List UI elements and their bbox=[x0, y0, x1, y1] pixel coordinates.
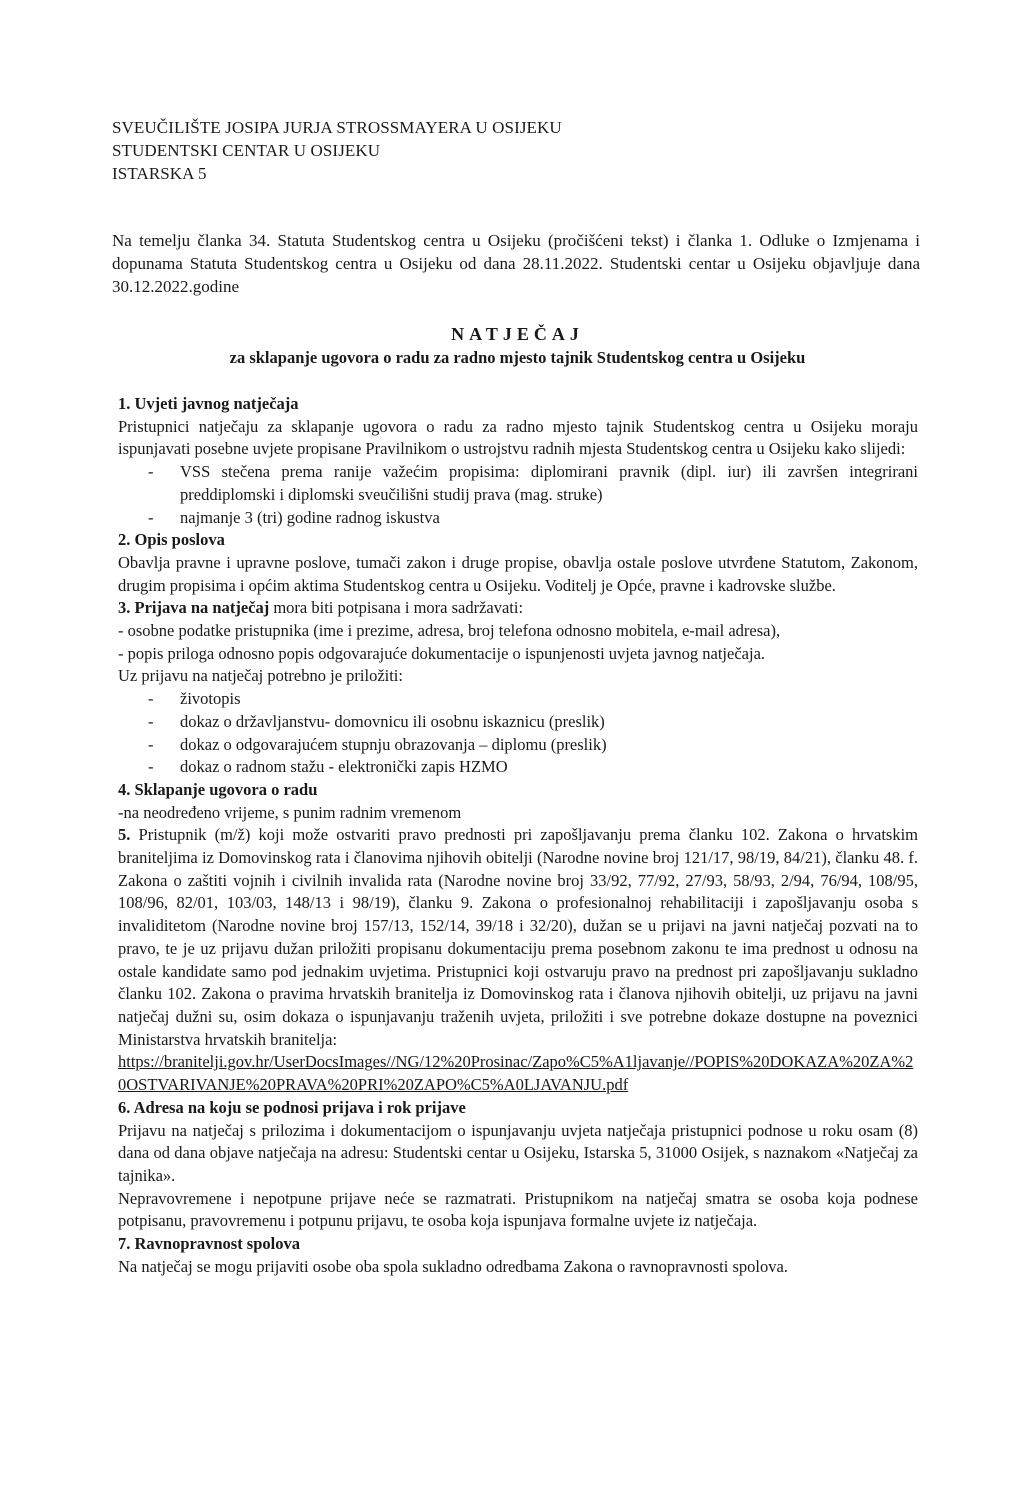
section-4-heading: 4. Sklapanje ugovora o radu bbox=[118, 779, 318, 799]
list-item: - najmanje 3 (tri) godine radnog iskustva bbox=[118, 507, 918, 530]
section-5-text bbox=[118, 824, 918, 1051]
document-subtitle: za sklapanje ugovora o radu za radno mjesto tajnik Studentskog centra u Osijeku bbox=[229, 348, 806, 367]
list-item: - VSS stečena prema ranije važećim propisima: diplomirani pravnik (dipl. iur) ili završen integrirani preddiplomski i diplomski sveučilišni studij prava (mag. struke) bbox=[118, 461, 918, 506]
section-1-heading: 1. Uvjeti javnog natječaja bbox=[118, 394, 299, 413]
section-3-line: - popis priloga odnosno popis odgovarajuće dokumentacije o ispunjenosti uvjeta javnog natječaja. bbox=[118, 643, 766, 663]
intro-paragraph: Na temelju članka 34. Statuta Studentskog centra u Osijeku (pročišćeni tekst) i članka 1. Odluke o Izmjenama i dopunama Statuta Studentskog centra u Osijeku od dana 28.11.2022. Studentski centar u Osijeku objavljuje dana 30.12.2022.godine bbox=[112, 231, 920, 296]
section-6-text-2: Nepravovremene i nepotpune prijave neće se razmatrati. Pristupnikom na natječaj smatra se osoba koja podnese potpisanu, pravovremenu i potpunu prijavu, te osoba koja ispunjava formalne uvjete iz natječaja. bbox=[118, 1188, 918, 1231]
section-4-text: -na neodređeno vrijeme, s punim radnim vremenom bbox=[118, 802, 462, 822]
center-name: STUDENTSKI CENTAR U OSIJEKU bbox=[112, 141, 381, 160]
address: ISTARSKA 5 bbox=[112, 164, 207, 183]
section-2-text: Obavlja pravne i upravne poslove, tumači zakon i druge propise, obavlja ostale poslove utvrđene Statutom, Zakonom, drugim propisima i općim aktima Studentskog centra u Osijeku. Voditelj je Opće, pravne i kadrovske službe. bbox=[118, 552, 918, 595]
ministry-link[interactable]: https://branitelji.gov.hr/UserDocsImages//NG/12%20Prosinac/Zapo%C5%A1ljavanje//POPIS%20DOKAZA%20ZA%20OSTVARIVANJE%20PRAVA%20PRI%20ZAPO%C5%A0LJAVANJU.pdf bbox=[118, 1052, 914, 1095]
section-3-list bbox=[118, 688, 918, 779]
section-6-heading: 6. Adresa na koju se podnosi prijava i rok prijave bbox=[118, 1097, 466, 1117]
section-3-heading: 3. Prijava na natječaj bbox=[118, 598, 270, 618]
list-item: - dokaz o državljanstvu- domovnicu ili osobnu iskaznicu (preslik) bbox=[118, 711, 918, 734]
document-body bbox=[118, 393, 918, 1278]
section-7-heading: 7. Ravnopravnost spolova bbox=[118, 1234, 300, 1254]
document-title: NATJEČAJ bbox=[451, 324, 584, 344]
section-3-line: - osobne podatke pristupnika (ime i prezime, adresa, broj telefona odnosno mobitela, e-mail adresa), bbox=[118, 621, 781, 641]
institution-name: SVEUČILIŠTE JOSIPA JURJA STROSSMAYERA U OSIJEKU bbox=[112, 118, 562, 137]
list-item: - životopis bbox=[118, 688, 918, 711]
section-7-text: Na natječaj se mogu prijaviti osobe oba spola sukladno odredbama Zakona o ravnopravnosti spolova. bbox=[118, 1256, 788, 1276]
section-1-text: Pristupnici natječaju za sklapanje ugovora o radu za radno mjesto tajnik Studentskog centra u Osijeku moraju ispunjavati posebne uvjete propisane Pravilnikom o ustrojstvu radnih mjesta Studentskog centra u Osijeku kako slijedi: bbox=[118, 416, 918, 459]
section-6-text-1: Prijavu na natječaj s prilozima i dokumentacijom o ispunjavanju uvjeta natječaja pristupnici podnose u roku osam (8) dana od dana objave natječaja na adresu: Studentski centar u Osijeku, Istarska 5, 31000 Osijek, s naznakom «Natječaj za tajnika». bbox=[118, 1120, 918, 1185]
section-3-line: Uz prijavu na natječaj potrebno je priložiti: bbox=[118, 666, 403, 686]
section-3-intro bbox=[118, 597, 918, 620]
section-3-heading-rest: mora biti potpisana i mora sadržavati: bbox=[269, 598, 524, 618]
list-item: - dokaz o radnom stažu - elektronički zapis HZMO bbox=[118, 756, 918, 779]
section-1-list bbox=[118, 461, 918, 529]
letterhead bbox=[112, 116, 562, 185]
section-5-number: 5. bbox=[118, 825, 131, 845]
section-5-body: Pristupnik (m/ž) koji može ostvariti pravo prednosti pri zapošljavanju prema članku 102. Zakona o hrvatskim braniteljima iz Domovinskog rata i članovima njihovih obitelji (Narodne novine broj 121/17, 98/19, 84/21), članku 48. f. Zakona o zaštiti vojnih i civilnih invalida rata (Narodne novine broj 33/92, 77/92, 27/93, 58/93, 2/94, 76/94, 108/95, 108/96, 82/01, 103/03, 148/13 i 98/19), članku 9. Zakona o profesionalnoj rehabilitaciji i zapošljavanju osoba s invaliditetom (Narodne novine broj 157/13, 152/14, 39/18 i 32/20), dužan se u prijavi na javni natječaj pozvati na to pravo, te je uz prijavu dužan priložiti propisanu dokumentaciju prema posebnom zakonu te ima prednost u odnosu na ostale kandidate samo pod jednakim uvjetima. Pristupnici koji ostvaruju pravo na prednost pri zapošljavanju sukladno članku 102. Zakona o pravima hrvatskih branitelja iz Domovinskog rata i članova njihovih obitelji, uz prijavu na javni natječaj dužni su, osim dokaza o ispunjavanju traženih uvjeta, priložiti i sve potrebne dokaze dostupne na poveznici Ministarstva hrvatskih branitelja: bbox=[118, 825, 918, 1049]
section-2-heading: 2. Opis poslova bbox=[118, 530, 225, 550]
list-item: - dokaz o odgovarajućem stupnju obrazovanja – diplomu (preslik) bbox=[118, 734, 918, 757]
